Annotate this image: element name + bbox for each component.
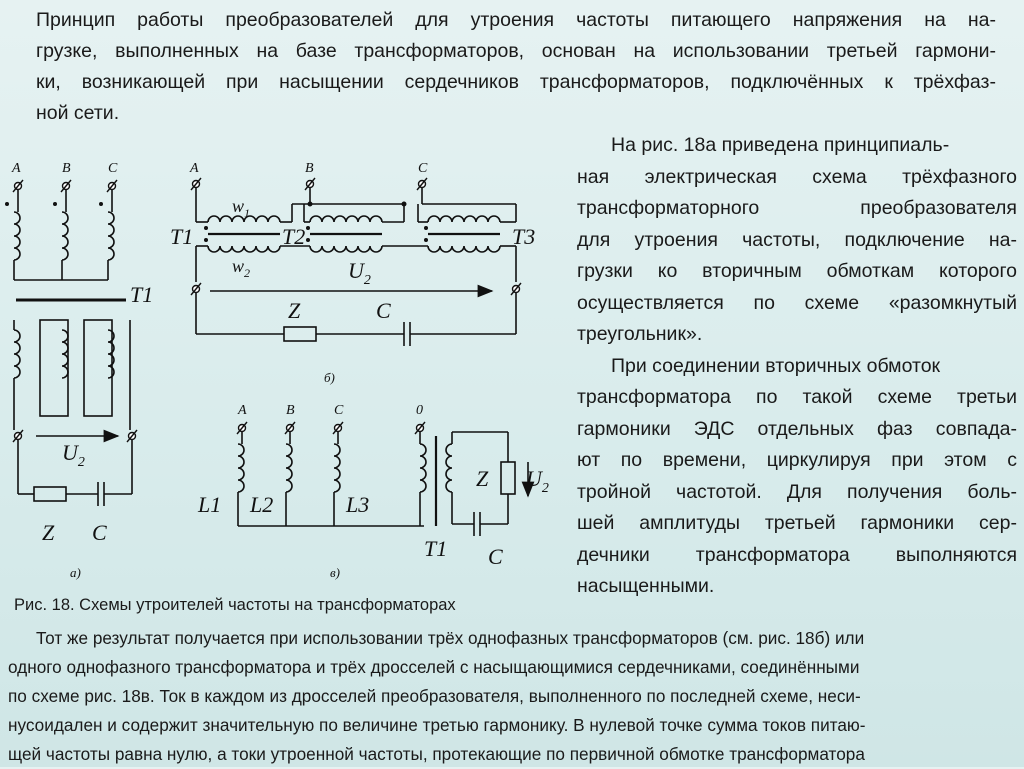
phase-c-label: C — [334, 403, 344, 418]
bottom-line: нусоидален и содержит значительную по величине третью гармонику. В нулевой точке сумма токов питаю- — [8, 715, 866, 735]
t2-label: T2 — [282, 224, 306, 249]
transformer-t1-label: T1 — [130, 282, 154, 307]
right-line: тройной частотой. Для получения боль- — [577, 480, 1017, 503]
figure-caption: Рис. 18. Схемы утроителей частоты на трансформаторах — [14, 596, 456, 614]
w1-label: $w_1$ — [232, 196, 251, 220]
right-line: ная электрическая схема трёхфазного — [577, 165, 1017, 188]
load-c-label: C — [92, 520, 107, 545]
right-line: грузки ко вторичным обмоткам которого — [577, 260, 1017, 282]
bottom-line: по схеме рис. 18в. Ток в каждом из дросселей преобразователя, выполненного по последней схеме, неси- — [8, 686, 861, 706]
voltage-u2-label: $U_2$ — [62, 440, 85, 470]
bottom-line: одного однофазного трансформатора и трёх дросселей с насыщающимися сердечниками, соединёнными — [8, 657, 860, 677]
phase-a-label: A — [190, 161, 199, 176]
phase-c-label: C — [418, 161, 428, 176]
intro-line: Принцип работы преобразователей для утроения частоты питающего напряжения на на- — [36, 9, 996, 31]
voltage-u2-label: $U_2$ — [348, 258, 371, 288]
intro-line: ной сети. — [36, 102, 120, 124]
w2-label: $w_2$ — [232, 256, 251, 280]
load-z-label: Z — [476, 466, 489, 491]
load-c-label: C — [488, 544, 503, 569]
l3-label: L3 — [346, 492, 370, 517]
diagram-b-label: б) — [324, 370, 335, 385]
right-line: шей амплитуды третьей гармоники сер- — [577, 512, 1017, 534]
t3-label: T3 — [512, 224, 536, 249]
voltage-u2-label: $U_2$ — [526, 466, 549, 496]
load-z-label: Z — [42, 520, 55, 545]
diagram-c-label: в) — [330, 565, 340, 580]
right-line: треугольник». — [577, 323, 703, 345]
right-line: При соединении вторичных обмоток — [611, 354, 941, 377]
right-line: трансформаторного преобразователя — [577, 197, 1017, 219]
phase-b-label: B — [286, 403, 295, 418]
phase-a-label: A — [12, 161, 21, 176]
load-z-label: Z — [288, 298, 301, 323]
right-line: трансформатора по такой схеме третьи — [577, 386, 1017, 408]
t1-label: T1 — [170, 224, 194, 249]
diagram-a — [5, 161, 153, 580]
phase-a-label: A — [238, 403, 247, 418]
phase-b-label: B — [62, 161, 71, 176]
transformer-t1-label: T1 — [424, 536, 448, 561]
right-line: насыщенными. — [577, 575, 715, 597]
load-c-label: C — [376, 298, 391, 323]
right-line: дечники трансформатора выполняются — [577, 543, 1017, 566]
phase-b-label: B — [305, 161, 314, 176]
bottom-line: щей частоты равна нулю, а токи утроенной частоты, протекающие по первичной обмотке трансформатора — [8, 744, 865, 764]
intro-line: ки, возникающей при насыщении сердечников трансформаторов, подключённых к трёхфаз- — [36, 71, 996, 93]
right-line: На рис. 18а приведена принципиаль- — [611, 134, 950, 156]
intro-line: грузке, выполненных на базе трансформаторов, основан на использовании третьей гармони- — [36, 40, 996, 62]
right-line: для утроения частоты, подключение на- — [577, 228, 1017, 251]
right-line: гармоники ЭДС отдельных фаз совпада- — [577, 417, 1017, 440]
l1-label: L1 — [198, 492, 222, 517]
diagram-b — [170, 161, 535, 385]
bottom-line: Тот же результат получается при использовании трёх однофазных трансформаторов (см. рис. 18б) или — [36, 628, 865, 648]
right-line: ют по времени, циркулируя при этом с — [577, 449, 1017, 471]
l2-label: L2 — [250, 492, 274, 517]
diagram-a-label: а) — [70, 565, 81, 580]
diagram-c — [197, 403, 549, 580]
phase-c-label: C — [108, 161, 118, 176]
right-line: осуществляется по схеме «разомкнутый — [577, 291, 1017, 314]
phase-zero-label: 0 — [416, 403, 423, 418]
